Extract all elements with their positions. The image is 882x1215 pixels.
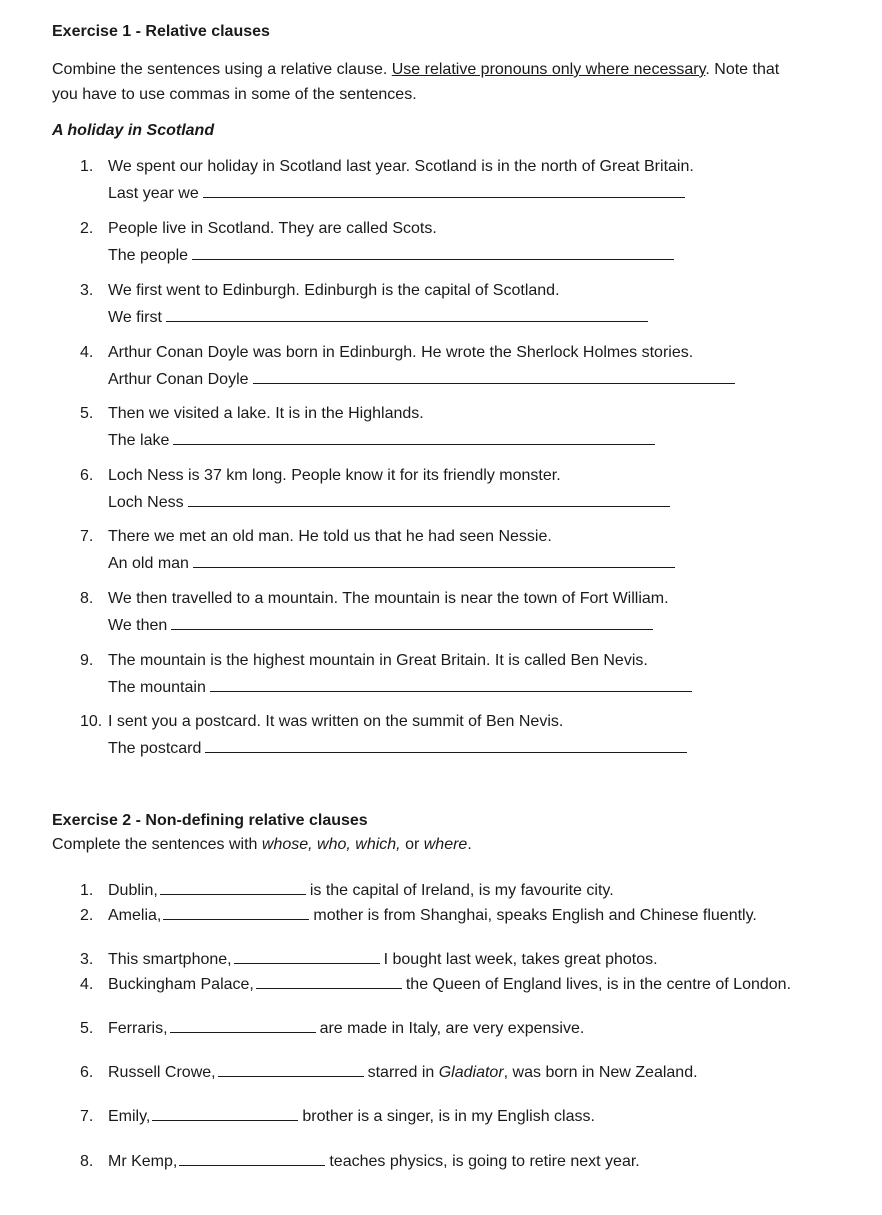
ex1-prompt-8	[108, 615, 653, 635]
ex2-item-7	[80, 1106, 595, 1126]
item-before: Mr Kemp,	[108, 1153, 178, 1170]
item-before: Russell Crowe,	[108, 1064, 216, 1081]
item-number: 5.	[80, 1020, 94, 1037]
item-number: 8.	[80, 590, 94, 607]
prompt-text: Loch Ness	[108, 494, 184, 511]
instr-italic-where: where	[423, 836, 468, 853]
item-sentence: Then we visited a lake. It is in the Highlands.	[108, 405, 424, 422]
answer-blank[interactable]	[171, 615, 653, 630]
exercise-1-subtitle: A holiday in Scotland	[52, 122, 215, 139]
ex1-prompt-7	[108, 553, 675, 573]
item-sentence: Arthur Conan Doyle was born in Edinburgh. He wrote the Sherlock Holmes stories.	[108, 344, 694, 361]
instr-text: Combine the sentences using a relative clause.	[52, 61, 392, 78]
ex1-prompt-5	[108, 430, 655, 450]
ex1-item-9	[80, 652, 648, 670]
answer-blank[interactable]	[152, 1106, 298, 1121]
item-number: 5.	[80, 405, 94, 422]
ex2-item-1	[80, 880, 614, 900]
item-sentence: The mountain is the highest mountain in Great Britain. It is called Ben Nevis.	[108, 652, 648, 669]
answer-blank[interactable]	[205, 738, 687, 753]
exercise-1-instructions-line1	[52, 61, 779, 79]
exercise-1-instructions-line2: you have to use commas in some of the sentences.	[52, 86, 417, 103]
answer-blank[interactable]	[160, 880, 306, 895]
item-number: 9.	[80, 652, 94, 669]
item-after-end: , was born in New Zealand.	[503, 1064, 698, 1081]
ex1-item-3	[80, 282, 560, 300]
item-sentence: People live in Scotland. They are called Scots.	[108, 220, 437, 237]
exercise-2-instructions	[52, 836, 472, 854]
ex1-item-10	[80, 713, 563, 731]
instr-period: .	[467, 836, 472, 853]
instr-text-end: . Note that	[705, 61, 780, 78]
item-after: the Queen of England lives, is in the centre of London.	[405, 976, 792, 993]
item-number: 6.	[80, 1064, 94, 1081]
prompt-text: We then	[108, 617, 168, 634]
answer-blank[interactable]	[192, 245, 674, 260]
item-before: Buckingham Palace,	[108, 976, 254, 993]
item-number: 1.	[80, 882, 94, 899]
ex1-item-1	[80, 158, 694, 176]
answer-blank[interactable]	[234, 949, 380, 964]
ex1-item-7	[80, 528, 552, 546]
answer-blank[interactable]	[166, 307, 648, 322]
item-after: teaches physics, is going to retire next year.	[329, 1153, 640, 1170]
item-number: 2.	[80, 907, 94, 924]
ex1-prompt-2	[108, 245, 674, 265]
item-number: 10.	[80, 713, 103, 730]
item-number: 4.	[80, 976, 94, 993]
ex2-item-8	[80, 1151, 640, 1171]
ex2-item-4	[80, 974, 791, 994]
ex1-item-5	[80, 405, 424, 423]
ex1-prompt-1	[108, 183, 685, 203]
ex2-item-3	[80, 949, 658, 969]
item-number: 6.	[80, 467, 94, 484]
item-number: 3.	[80, 282, 94, 299]
ex1-item-4	[80, 344, 693, 362]
answer-blank[interactable]	[203, 183, 685, 198]
item-before: Emily,	[108, 1108, 151, 1125]
item-sentence: Loch Ness is 37 km long. People know it for its friendly monster.	[108, 467, 561, 484]
instr-or: or	[400, 836, 424, 853]
item-number: 1.	[80, 158, 94, 175]
answer-blank[interactable]	[170, 1018, 316, 1033]
prompt-text: The people	[108, 247, 189, 264]
prompt-text: The postcard	[108, 740, 202, 757]
ex1-item-8	[80, 590, 669, 608]
prompt-text: Arthur Conan Doyle	[108, 371, 249, 388]
ex1-item-6	[80, 467, 561, 485]
item-sentence: There we met an old man. He told us that he had seen Nessie.	[108, 528, 552, 545]
answer-blank[interactable]	[218, 1062, 364, 1077]
item-number: 7.	[80, 528, 94, 545]
instr-italic-pronouns: whose, who, which,	[261, 836, 401, 853]
answer-blank[interactable]	[193, 553, 675, 568]
prompt-text: The lake	[108, 432, 170, 449]
item-after: starred in	[367, 1064, 439, 1081]
prompt-text: The mountain	[108, 679, 206, 696]
item-after: are made in Italy, are very expensive.	[319, 1020, 585, 1037]
item-before: Dublin,	[108, 882, 158, 899]
item-film-title: Gladiator	[438, 1064, 504, 1081]
answer-blank[interactable]	[253, 369, 735, 384]
item-before: This smartphone,	[108, 951, 232, 968]
ex1-prompt-4	[108, 369, 735, 389]
item-sentence: I sent you a postcard. It was written on the summit of Ben Nevis.	[108, 713, 564, 730]
prompt-text: Last year we	[108, 185, 199, 202]
ex1-prompt-6	[108, 492, 670, 512]
answer-blank[interactable]	[256, 974, 402, 989]
exercise-1-title: Exercise 1 - Relative clauses	[52, 23, 270, 40]
instr-underlined: Use relative pronouns only where necessary	[391, 61, 706, 78]
answer-blank[interactable]	[210, 677, 692, 692]
instr-text: Complete the sentences with	[52, 836, 262, 853]
item-sentence: We then travelled to a mountain. The mountain is near the town of Fort William.	[108, 590, 669, 607]
item-number: 7.	[80, 1108, 94, 1125]
item-sentence: We first went to Edinburgh. Edinburgh is the capital of Scotland.	[108, 282, 560, 299]
ex1-prompt-10	[108, 738, 687, 758]
item-after: is the capital of Ireland, is my favourite city.	[309, 882, 614, 899]
exercise-2-title: Exercise 2 - Non-defining relative clauses	[52, 812, 368, 829]
item-sentence: We spent our holiday in Scotland last year. Scotland is in the north of Great Britain.	[108, 158, 694, 175]
answer-blank[interactable]	[179, 1151, 325, 1166]
ex2-item-2	[80, 905, 757, 925]
item-after: brother is a singer, is in my English class.	[302, 1108, 595, 1125]
item-number: 4.	[80, 344, 94, 361]
ex1-prompt-9	[108, 677, 692, 697]
item-before: Amelia,	[108, 907, 162, 924]
answer-blank[interactable]	[163, 905, 309, 920]
prompt-text: We first	[108, 309, 162, 326]
ex1-item-2	[80, 220, 437, 238]
item-after: I bought last week, takes great photos.	[383, 951, 658, 968]
ex1-prompt-3	[108, 307, 648, 327]
answer-blank[interactable]	[173, 430, 655, 445]
item-before: Ferraris,	[108, 1020, 168, 1037]
item-number: 2.	[80, 220, 94, 237]
ex2-item-6	[80, 1062, 698, 1082]
item-after: mother is from Shanghai, speaks English and Chinese fluently.	[313, 907, 757, 924]
answer-blank[interactable]	[188, 492, 670, 507]
prompt-text: An old man	[108, 555, 189, 572]
item-number: 3.	[80, 951, 94, 968]
ex2-item-5	[80, 1018, 584, 1038]
item-number: 8.	[80, 1153, 94, 1170]
